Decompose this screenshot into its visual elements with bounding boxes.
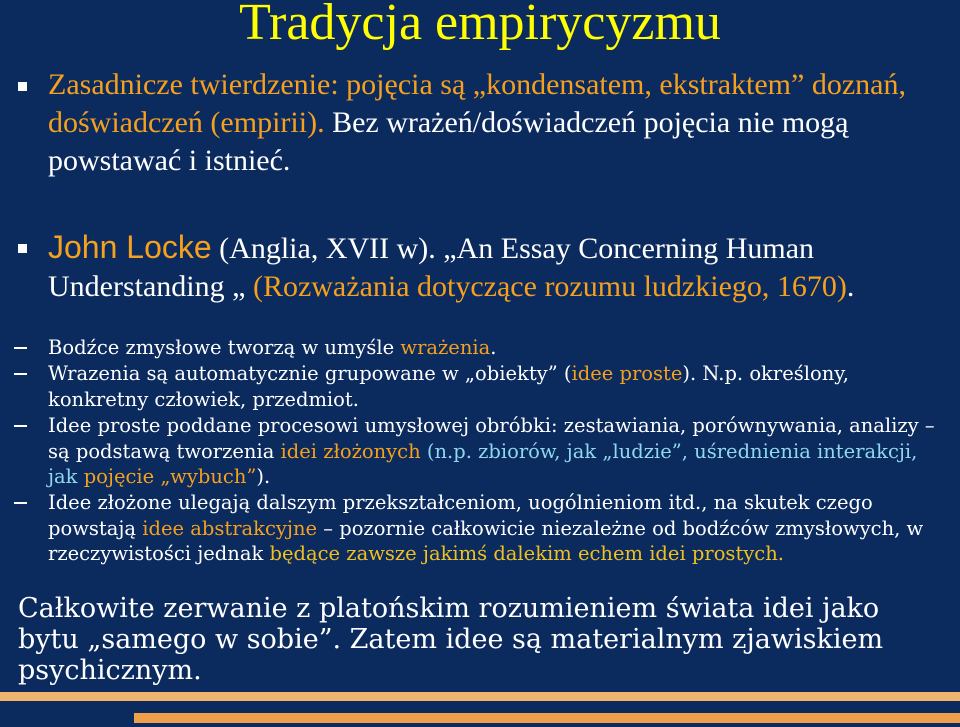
explosion-concept-term: pojęcie „wybuch” [83, 465, 257, 489]
complex-ideas-text-3: ). [256, 465, 271, 489]
locke-essay-title: (Anglia, XVII w). „An Essay Concerning Human Understanding „ [48, 232, 815, 303]
subpoint-simple-ideas [14, 361, 949, 412]
impressions-term: wrażenia [400, 336, 491, 359]
simple-ideas-term: idee proste [571, 362, 683, 385]
closing-statement: Całkowite zerwanie z platońskim rozumieniem świata idei jako bytu „samego w sobie”. Zatem idee są materialnym zjawiskiem psychicznym. [18, 593, 884, 686]
abstract-ideas-text-2: – pozornie całkowicie niezależne od bodźców zmysłowych, w rzeczywistości jednak [48, 516, 924, 566]
locke-name: John Locke [48, 229, 212, 265]
thesis-text-2: ekstraktem” doznań, doświadczeń (empirii). [48, 68, 906, 139]
abstract-ideas-text-3: będące zawsze jakimś dalekim echem idei prostych. [269, 542, 784, 566]
bullet-empiricism-thesis [18, 66, 943, 180]
complex-ideas-text-2: (n.p. zbiorów, jak „ludzie”, uśrednienia interakcji, jak [48, 439, 918, 489]
stimuli-period: . [490, 336, 497, 359]
decorative-line-bottom [134, 713, 960, 723]
abstract-ideas-text-1: Idee złożone ulegają dalszym przekształceniom, uogólnieniom itd., na skutek czego powstają [48, 491, 873, 540]
locke-essay-translation: (Rozważania dotyczące rozumu ludzkiego, 1670) [245, 270, 847, 303]
dash-bullet-icon [14, 373, 27, 375]
simple-ideas-text-2: ). N.p. określony, konkretny człowiek, przedmiot. [48, 362, 849, 411]
simple-ideas-text-1: Wrazenia są automatycznie grupowane w „obiekty” ( [48, 362, 572, 385]
complex-ideas-term: idei złożonych [280, 439, 421, 463]
abstract-ideas-term: idee abstrakcyjne [142, 516, 318, 540]
square-bullet-icon [18, 82, 27, 91]
subpoint-abstract-ideas [14, 490, 949, 567]
dash-bullet-icon [14, 347, 27, 349]
square-bullet-icon [18, 244, 27, 253]
slide-title: Tradycja empirycyzmu [239, 0, 721, 51]
thesis-text-1: Zasadnicze twierdzenie: pojęcia są „kondensatem, [48, 68, 652, 101]
locke-period: . [846, 270, 855, 303]
subpoint-complex-ideas [14, 413, 949, 490]
thesis-text-3: Bez wrażeń/doświadczeń pojęcia nie mogą powstawać i istnieć. [48, 106, 849, 177]
dash-bullet-icon [14, 502, 27, 504]
dash-bullet-icon [14, 425, 27, 427]
stimuli-text: Bodźce zmysłowe tworzą w umyśle [48, 336, 401, 359]
complex-ideas-text-1: Idee proste poddane procesowi umysłowej obróbki: zestawiania, porównywania, analizy – są podstawą tworzenia [48, 414, 935, 463]
bullet-john-locke [18, 228, 943, 306]
decorative-line-top [0, 692, 960, 701]
subpoint-stimuli [14, 335, 949, 361]
